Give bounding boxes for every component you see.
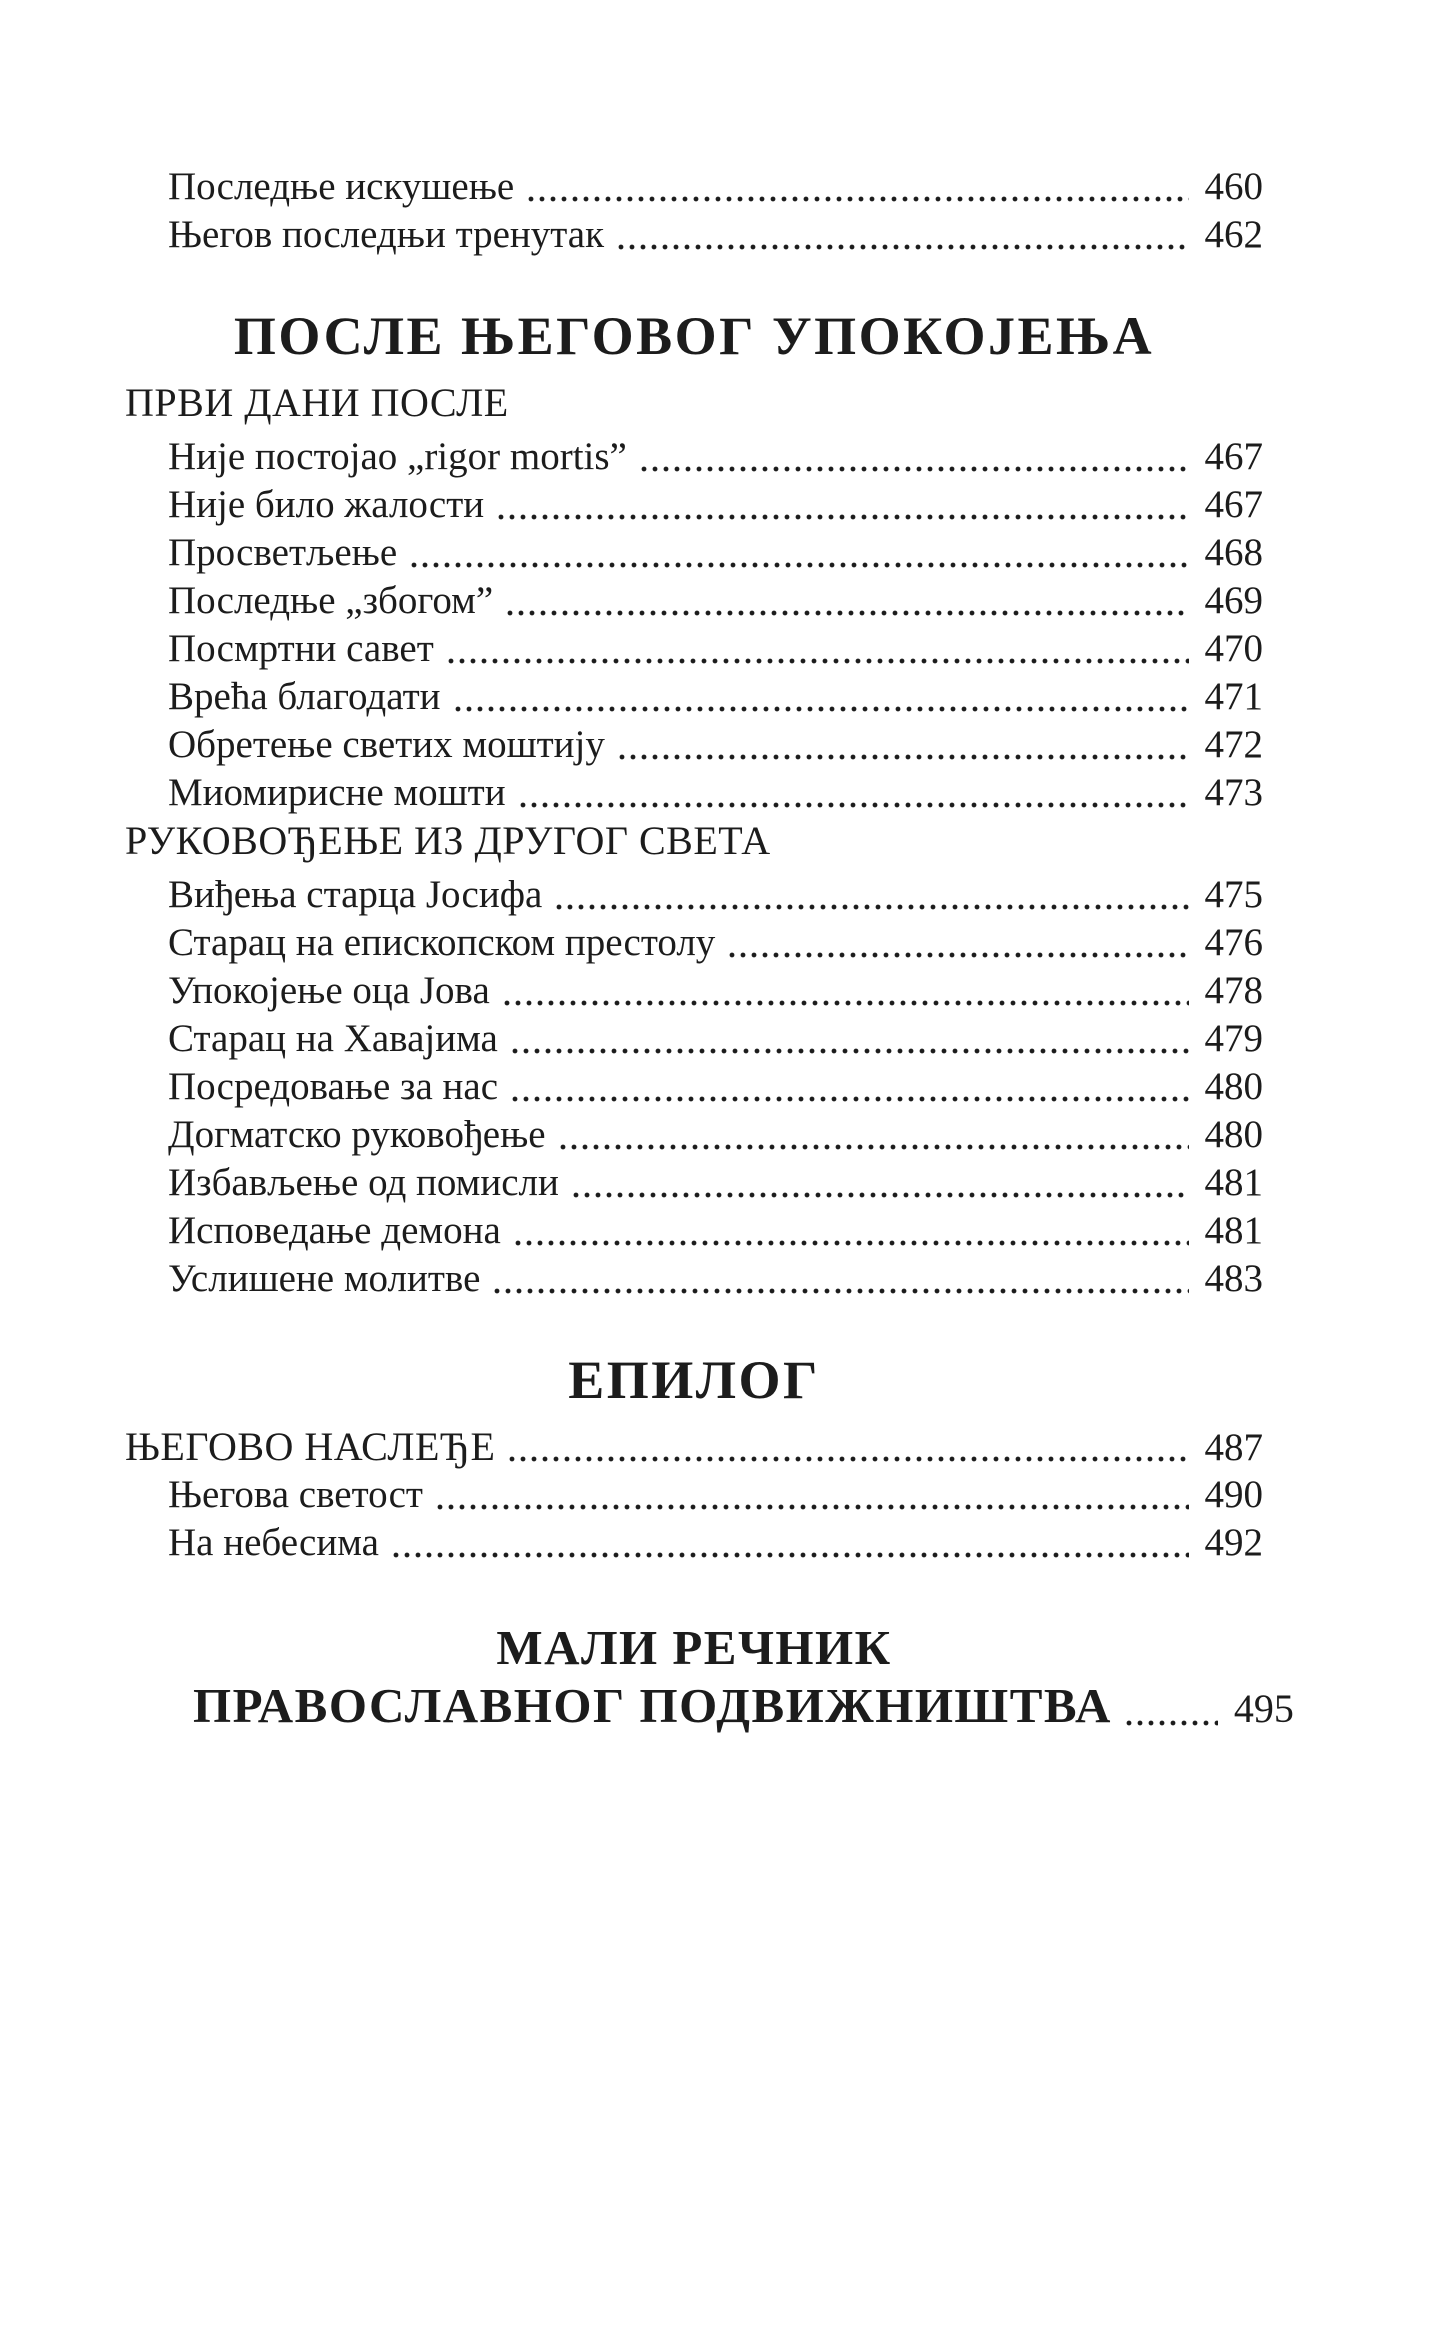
page-number: 462 <box>1204 213 1263 256</box>
dot-leader <box>556 904 1188 910</box>
page-number: 478 <box>1204 969 1263 1012</box>
dot-leader <box>729 952 1188 958</box>
dot-leader <box>509 1456 1188 1462</box>
toc-entry <box>125 625 1263 673</box>
toc-entry-title: Упокојење оца Јова <box>168 969 490 1012</box>
toc-entry-title: Обретење светих моштију <box>168 723 605 766</box>
toc-entry <box>125 1111 1263 1159</box>
page-number: 476 <box>1204 921 1263 964</box>
toc-entry-title: Миомирисне мошти <box>168 771 506 814</box>
toc-entry <box>125 1159 1263 1207</box>
dot-leader <box>507 610 1188 616</box>
toc-entry-title: Није постојао „rigor mortis” <box>168 435 627 478</box>
page-number: 470 <box>1204 627 1263 670</box>
toc-entry <box>125 433 1263 481</box>
toc-entry <box>125 871 1263 919</box>
toc-entry-title: На небесима <box>168 1521 379 1564</box>
toc-entry-title: Последње „збогом” <box>168 579 494 622</box>
part-heading: ЕПИЛОГ <box>568 1350 820 1410</box>
toc-entry-title: Исповедање демона <box>168 1209 501 1252</box>
dot-leader <box>448 658 1189 664</box>
final-heading-line2 <box>125 1677 1294 1738</box>
toc-entry-title: Виђења старца Јосифа <box>168 873 543 916</box>
toc-entry <box>125 163 1263 211</box>
page-number: 467 <box>1204 483 1263 526</box>
page-number: 473 <box>1204 771 1263 814</box>
toc-entry <box>125 1519 1263 1567</box>
toc-entry <box>125 577 1263 625</box>
section-heading-title: РУКОВОЂЕЊЕ ИЗ ДРУГОГ СВЕТА <box>125 818 771 863</box>
table-of-contents <box>125 163 1294 1738</box>
dot-leader <box>498 514 1188 520</box>
toc-entry <box>125 211 1263 259</box>
dot-leader <box>504 1000 1189 1006</box>
toc-entry-title: Догматско руковођење <box>168 1113 546 1156</box>
final-heading-title: ПРАВОСЛАВНОГ ПОДВИЖНИШТВА <box>193 1678 1112 1733</box>
dot-leader <box>437 1504 1189 1510</box>
toc-entry <box>125 721 1263 769</box>
page-number: 469 <box>1204 579 1263 622</box>
toc-entry-title: ЊЕГОВО НАСЛЕЂЕ <box>125 1424 496 1469</box>
toc-entry-title: Врећа благодати <box>168 675 441 718</box>
toc-section-entry <box>125 1423 1263 1471</box>
page-number: 472 <box>1204 723 1263 766</box>
toc-entry-title: Његов последњи тренутак <box>168 213 605 256</box>
dot-leader <box>560 1144 1189 1150</box>
dot-leader <box>512 1096 1188 1102</box>
toc-entry <box>125 1063 1263 1111</box>
toc-entry <box>125 1471 1263 1519</box>
page-number: 492 <box>1204 1521 1263 1564</box>
toc-entry-title: Старац на Хавајима <box>168 1017 498 1060</box>
dot-leader <box>528 196 1188 202</box>
page-number: 471 <box>1204 675 1263 718</box>
toc-entry-title: Посредовање за нас <box>168 1065 499 1108</box>
toc-entry-title: Последње искушење <box>168 165 515 208</box>
page-number: 468 <box>1204 531 1263 574</box>
toc-entry-title: Старац на епископском престолу <box>168 921 716 964</box>
toc-entry <box>125 1015 1263 1063</box>
page-number: 479 <box>1204 1017 1263 1060</box>
toc-entry-title: Избављење од помисли <box>168 1161 559 1204</box>
toc-entry <box>125 1255 1263 1303</box>
dot-leader <box>520 802 1189 808</box>
section-heading-title: ПРВИ ДАНИ ПОСЛЕ <box>125 380 509 425</box>
toc-entry-title: Посмртни савет <box>168 627 434 670</box>
toc-entry <box>125 769 1263 817</box>
toc-entry <box>125 529 1263 577</box>
dot-leader <box>455 706 1189 712</box>
page-number: 481 <box>1204 1161 1263 1204</box>
dot-leader <box>641 466 1189 472</box>
dot-leader <box>512 1048 1189 1054</box>
dot-leader <box>494 1288 1188 1294</box>
page-number: 475 <box>1204 873 1263 916</box>
toc-entry <box>125 1207 1263 1255</box>
page-number: 480 <box>1204 1065 1263 1108</box>
page-number: 483 <box>1204 1257 1263 1300</box>
section-heading <box>125 817 1263 865</box>
final-heading <box>125 1619 1294 1738</box>
section-heading <box>125 379 1263 427</box>
dot-leader <box>393 1552 1189 1558</box>
page-number: 481 <box>1204 1209 1263 1252</box>
final-heading-line1: МАЛИ РЕЧНИК <box>496 1620 892 1675</box>
page-number: 495 <box>1233 1686 1294 1731</box>
page-number: 490 <box>1204 1473 1263 1516</box>
part-heading: ПОСЛЕ ЊЕГОВОГ УПОКОЈЕЊА <box>233 306 1155 366</box>
page-number: 467 <box>1204 435 1263 478</box>
dot-leader <box>515 1240 1189 1246</box>
dot-leader <box>573 1192 1189 1198</box>
toc-entry <box>125 481 1263 529</box>
toc-entry <box>125 673 1263 721</box>
dot-leader <box>1126 1720 1218 1726</box>
page-number: 460 <box>1204 165 1263 208</box>
page-number: 480 <box>1204 1113 1263 1156</box>
dot-leader <box>619 754 1189 760</box>
toc-entry-title: Услишене молитве <box>168 1257 481 1300</box>
toc-entry <box>125 967 1263 1015</box>
dot-leader <box>618 244 1188 250</box>
dot-leader <box>411 562 1188 568</box>
page-number: 487 <box>1204 1426 1263 1469</box>
toc-entry-title: Његова светост <box>168 1473 423 1516</box>
toc-entry-title: Просветљење <box>168 531 398 574</box>
toc-entry <box>125 919 1263 967</box>
toc-entry-title: Није било жалости <box>168 483 485 526</box>
